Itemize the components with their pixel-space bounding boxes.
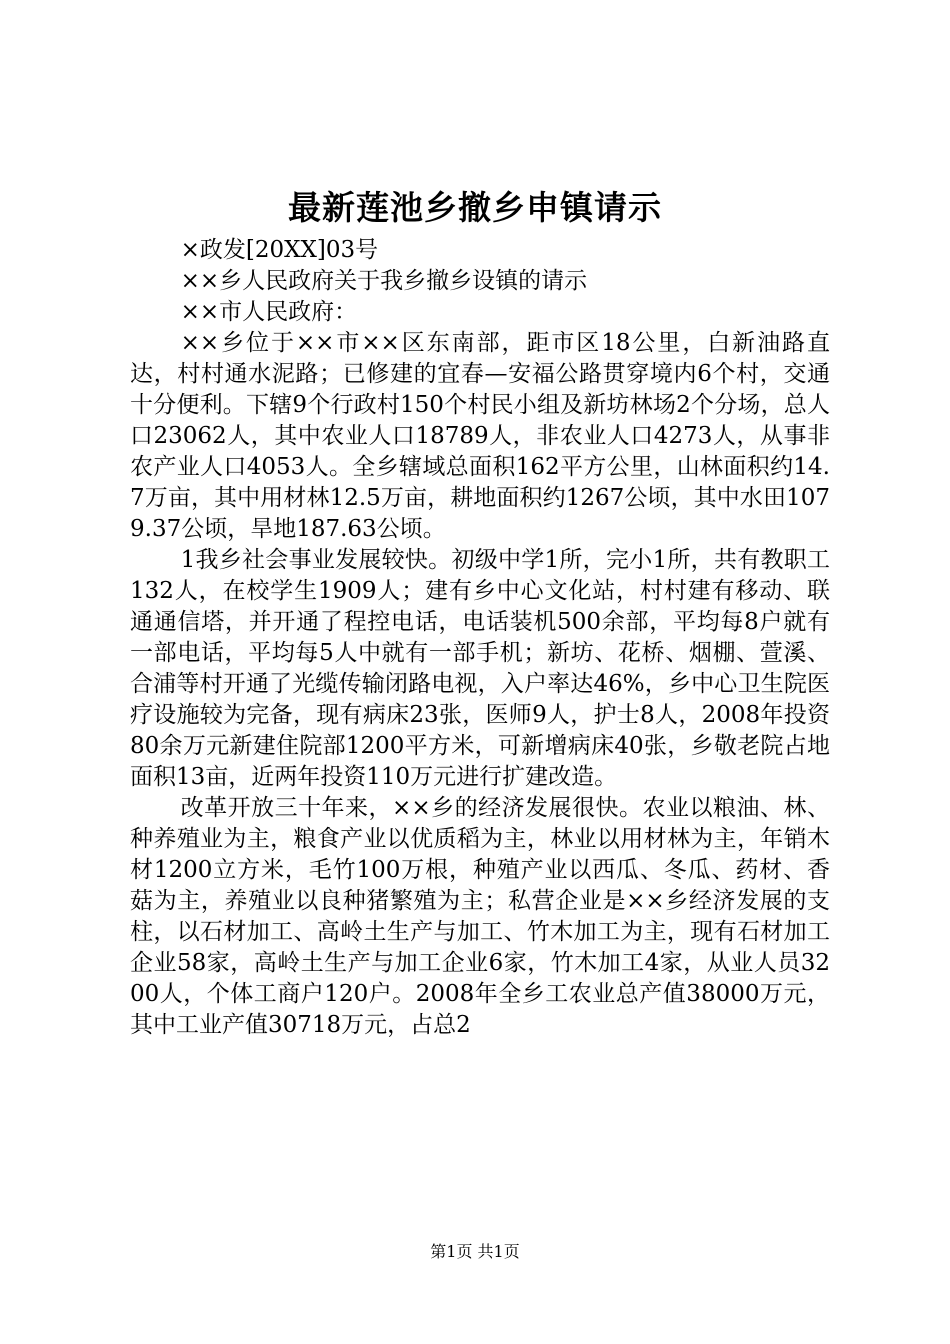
request-subject: ××乡人民政府关于我乡撤乡设镇的请示 <box>180 268 588 294</box>
page-footer: 第1页 共1页 <box>430 1242 520 1261</box>
document-title: 最新莲池乡撤乡申镇请示 <box>288 188 662 227</box>
document-body <box>130 235 830 1041</box>
paragraph-social-development: 1我乡社会事业发展较快。初级中学1所，完小1所，共有教职工132人，在校学生1909人；建有乡中心文化站，村村建有移动、联通通信塔，并开通了程控电话，电话装机500余部，平均每8户就有一部电话，平均每5人中就有一部手机；新坊、花桥、烟棚、萱溪、合浦等村开通了光缆传输闭路电视，入户率达46%，乡中心卫生院医疗设施较为完备，现有病床23张，医师9人，护士8人，2008年投资80余万元新建住院部1200平方米，可新增病床40张，乡敬老院占地面积13亩，近两年投资110万元进行扩建改造。 <box>130 547 830 790</box>
paragraph-economic-development: 改革开放三十年来，××乡的经济发展很快。农业以粮油、林、种养殖业为主，粮食产业以优质稻为主，林业以用材林为主，年销木材1200立方米，毛竹100万根，种殖产业以西瓜、冬瓜、药材、香菇为主，养殖业以良种猪繁殖为主；私营企业是××乡经济发展的支柱，以石材加工、高岭土生产与加工、竹木加工为主，现有石材加工企业58家，高岭土生产与加工企业6家，竹木加工4家，从业人员3200人，个体工商户120户。2008年全乡工农业总产值38000万元，其中工业产值30718万元，占总2 <box>130 795 830 1038</box>
document-number: ×政发[20XX]03号 <box>180 237 379 263</box>
addressee: ××市人民政府： <box>180 299 358 325</box>
paragraph-overview: ××乡位于××市××区东南部，距市区18公里，白新油路直达，村村通水泥路；已修建的宜春—安福公路贯穿境内6个村，交通十分便利。下辖9个行政村150个村民小组及新坊林场2个分场，总人口23062人，其中农业人口18789人，非农业人口4273人，从事非农产业人口4053人。全乡辖域总面积162平方公里，山林面积约14.7万亩，其中用材林12.5万亩，耕地面积约1267公顷，其中水田1079.37公顷，旱地187.63公顷。 <box>130 330 830 542</box>
